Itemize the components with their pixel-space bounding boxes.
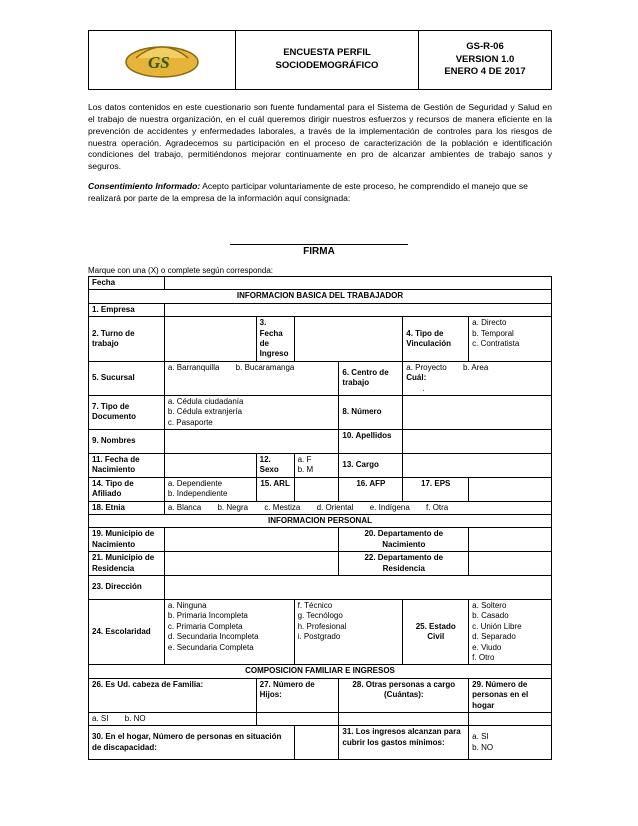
title-cell	[236, 31, 419, 90]
signature-line[interactable]	[230, 244, 408, 245]
estado-civil-option[interactable]: c. Unión Libre	[472, 621, 522, 631]
cabeza-familia-options[interactable]	[89, 712, 257, 725]
departamento-residencia-field[interactable]	[469, 552, 552, 576]
section-family-income: COMPOSICION FAMILIAR E INGRESOS	[89, 665, 552, 678]
estado-civil-option[interactable]: f. Otro	[472, 652, 495, 662]
departamento-nacimiento-label: 20. Departamento de Nacimiento	[339, 528, 469, 552]
municipio-nacimiento-field[interactable]	[164, 528, 339, 552]
section-personal-info: INFORMACION PERSONAL	[89, 515, 552, 528]
direccion-label: 23. Dirección	[89, 575, 165, 599]
afiliado-option[interactable]: a. Dependiente	[167, 478, 223, 488]
consent-paragraph	[88, 181, 552, 205]
etnia-label: 18. Etnia	[89, 501, 165, 514]
escolaridad-options-b[interactable]	[294, 599, 403, 664]
estado-civil-option[interactable]: b. Casado	[472, 611, 509, 621]
document-code: GS-R-06	[466, 40, 504, 52]
hijos-field[interactable]	[256, 712, 339, 725]
centro-options[interactable]	[403, 361, 552, 395]
vinculacion-option[interactable]: a. Directo	[472, 318, 507, 328]
sexo-label: 12. Sexo	[256, 454, 294, 478]
company-logo	[122, 36, 202, 80]
etnia-option[interactable]: c. Mestiza	[264, 502, 301, 512]
tipo-afiliado-label: 14. Tipo de Afiliado	[89, 477, 165, 501]
municipio-nacimiento-label: 19. Municipio de Nacimiento	[89, 528, 165, 552]
estado-civil-option[interactable]: d. Separado	[472, 632, 516, 642]
section-basic-info: INFORMACION BASICA DEL TRABAJADOR	[89, 290, 552, 303]
etnia-option[interactable]: b. Negra	[217, 502, 249, 512]
fecha-label: Fecha	[89, 277, 165, 290]
consent-label: Consentimiento Informado:	[88, 181, 201, 191]
escolaridad-option[interactable]: h. Profesional	[297, 621, 347, 631]
sexo-option[interactable]: b. M	[297, 465, 314, 475]
tipo-documento-options[interactable]	[164, 395, 339, 429]
logo-cell	[89, 31, 236, 90]
code-cell	[419, 31, 552, 90]
ingresos-option[interactable]: b. NO	[472, 742, 494, 752]
escolaridad-option[interactable]: i. Postgrado	[297, 632, 341, 642]
numero-field[interactable]	[403, 395, 552, 429]
instructions: Marque con una (X) o complete según corresponda:	[88, 266, 273, 275]
hijos-label: 27. Número de Hijos:	[256, 678, 339, 712]
etnia-option[interactable]: a. Blanca	[167, 502, 202, 512]
fecha-ingreso-field[interactable]	[294, 317, 403, 362]
departamento-residencia-label: 22. Departamento de Residencia	[339, 552, 469, 576]
sucursal-option[interactable]: a. Barranquilla	[167, 362, 220, 372]
intro-paragraph: Los datos contenidos en este cuestionario son fuente fundamental para el Sistema de Gestión de Seguridad y Salud en el trabajo de nuestra organización, en el cuál queremos dirigir nuestros esfuerzos y recursos de manera eficiente en la prevención de accidentes y enfermedades laborales, a través de la implementación de controles para los riesgos de nuestra operación. Agradecemos su participación en el proceso de caracterización de la población e identificación condiciones del trabajo, permitiéndonos mejorar continuamente en pro de alcanzar ambientes de trabajo sanos y seguros.	[88, 102, 552, 172]
escolaridad-options-a[interactable]	[164, 599, 294, 664]
documento-option[interactable]: b. Cédula extranjería	[167, 407, 243, 417]
centro-option[interactable]: a. Proyecto	[406, 362, 447, 372]
title-line-2: SOCIODEMOGRÁFICO	[275, 60, 379, 71]
escolaridad-label: 24. Escolaridad	[89, 599, 165, 664]
arl-field[interactable]	[294, 477, 339, 501]
escolaridad-option[interactable]: f. Técnico	[297, 600, 333, 610]
documento-option[interactable]: a. Cédula ciudadanía	[167, 396, 244, 406]
sexo-options[interactable]	[294, 454, 339, 478]
cargo-field[interactable]	[403, 454, 552, 478]
centro-option[interactable]: b. Area	[462, 362, 489, 372]
arl-label: 15. ARL	[256, 477, 294, 501]
nombres-field[interactable]	[164, 430, 339, 454]
nombres-label: 9. Nombres	[89, 430, 165, 454]
consent-text: Acepto participar voluntariamente de este proceso, he comprendido el manejo que se realizará por parte de la empresa de la información aquí consignada:	[88, 181, 528, 203]
document-version: VERSION 1.0	[455, 53, 515, 65]
afiliado-option[interactable]: b. Independiente	[167, 489, 228, 499]
personas-hogar-field[interactable]	[469, 712, 552, 725]
discapacidad-field[interactable]	[294, 726, 339, 760]
otras-personas-label: 28. Otras personas a cargo (Cuántas):	[339, 678, 469, 712]
estado-civil-option[interactable]: e. Viudo	[472, 642, 502, 652]
escolaridad-option[interactable]: b. Primaria Incompleta	[167, 611, 248, 621]
survey-form	[88, 276, 552, 760]
escolaridad-option[interactable]: g. Tecnólogo	[297, 611, 343, 621]
ingresos-label: 31. Los ingresos alcanzan para cubrir los gastos mínimos:	[339, 726, 469, 760]
sucursal-option[interactable]: b. Bucaramanga	[235, 362, 295, 372]
fecha-nacimiento-label: 11. Fecha de Nacimiento	[89, 454, 165, 478]
escolaridad-option[interactable]: c. Primaria Completa	[167, 621, 243, 631]
turno-label: 2. Turno de trabajo	[89, 317, 165, 362]
municipio-residencia-field[interactable]	[164, 552, 339, 576]
cual-label: Cuál:	[406, 373, 427, 383]
vinculacion-option[interactable]: b. Temporal	[472, 328, 514, 338]
ingresos-options[interactable]	[469, 726, 552, 760]
tipo-documento-label: 7. Tipo de Documento	[89, 395, 165, 429]
estado-civil-label: 25. Estado Civil	[403, 599, 469, 664]
etnia-option[interactable]: d. Oriental	[316, 502, 354, 512]
municipio-residencia-label: 21. Municipio de Residencia	[89, 552, 165, 576]
etnia-options[interactable]	[164, 501, 551, 514]
vinculacion-option[interactable]: c. Contratista	[472, 338, 520, 348]
afp-label: 16. AFP	[339, 477, 403, 501]
direccion-field[interactable]	[164, 575, 551, 599]
otras-personas-field[interactable]	[339, 712, 469, 725]
cabeza-familia-option[interactable]: a. SI	[92, 713, 109, 723]
etnia-option[interactable]: f. Otra	[426, 502, 449, 512]
fecha-ingreso-label: 3. Fecha de Ingreso	[256, 317, 294, 362]
discapacidad-label: 30. En el hogar, Número de personas en situación de discapacidad:	[89, 726, 295, 760]
fecha-field[interactable]	[164, 277, 551, 290]
sexo-option[interactable]: a. F	[297, 455, 312, 465]
cual-field[interactable]: .	[422, 383, 425, 393]
turno-field[interactable]	[164, 317, 256, 362]
apellidos-field[interactable]	[403, 430, 552, 454]
cargo-label: 13. Cargo	[339, 454, 403, 478]
etnia-option[interactable]: e. Indígena	[369, 502, 410, 512]
centro-label: 6. Centro de trabajo	[339, 361, 403, 395]
sucursal-label: 5. Sucursal	[89, 361, 165, 395]
empresa-field[interactable]	[164, 303, 551, 316]
title-line-1: ENCUESTA PERFIL	[283, 47, 371, 59]
estado-civil-option[interactable]: a. Soltero	[472, 600, 507, 610]
logo-text: GS	[148, 52, 170, 72]
apellidos-label: 10. Apellidos	[339, 430, 403, 454]
tipo-afiliado-options[interactable]	[164, 477, 256, 501]
departamento-nacimiento-field[interactable]	[469, 528, 552, 552]
personas-hogar-label: 29. Número de personas en el hogar	[469, 678, 552, 712]
eps-field[interactable]	[469, 477, 552, 501]
escolaridad-option[interactable]: a. Ninguna	[167, 600, 207, 610]
documento-option[interactable]: c. Pasaporte	[167, 417, 213, 427]
sucursal-options[interactable]	[164, 361, 339, 395]
vinculacion-options[interactable]	[469, 317, 552, 362]
document-header	[88, 30, 552, 90]
cabeza-familia-option[interactable]: b. NO	[124, 713, 146, 723]
vinculacion-label: 4. Tipo de Vinculación	[403, 317, 469, 362]
estado-civil-options[interactable]	[469, 599, 552, 664]
cabeza-familia-label: 26. Es Ud. cabeza de Familia:	[89, 678, 257, 712]
signature-label: FIRMA	[303, 246, 335, 257]
eps-label: 17. EPS	[403, 477, 469, 501]
escolaridad-option[interactable]: d. Secundaria Incompleta	[167, 632, 259, 642]
escolaridad-option[interactable]: e. Secundaria Completa	[167, 642, 254, 652]
empresa-label: 1. Empresa	[89, 303, 165, 316]
document-date: ENERO 4 DE 2017	[444, 66, 526, 78]
numero-label: 8. Número	[339, 395, 403, 429]
ingresos-option[interactable]: a. SI	[472, 732, 489, 742]
fecha-nacimiento-field[interactable]	[164, 454, 256, 478]
